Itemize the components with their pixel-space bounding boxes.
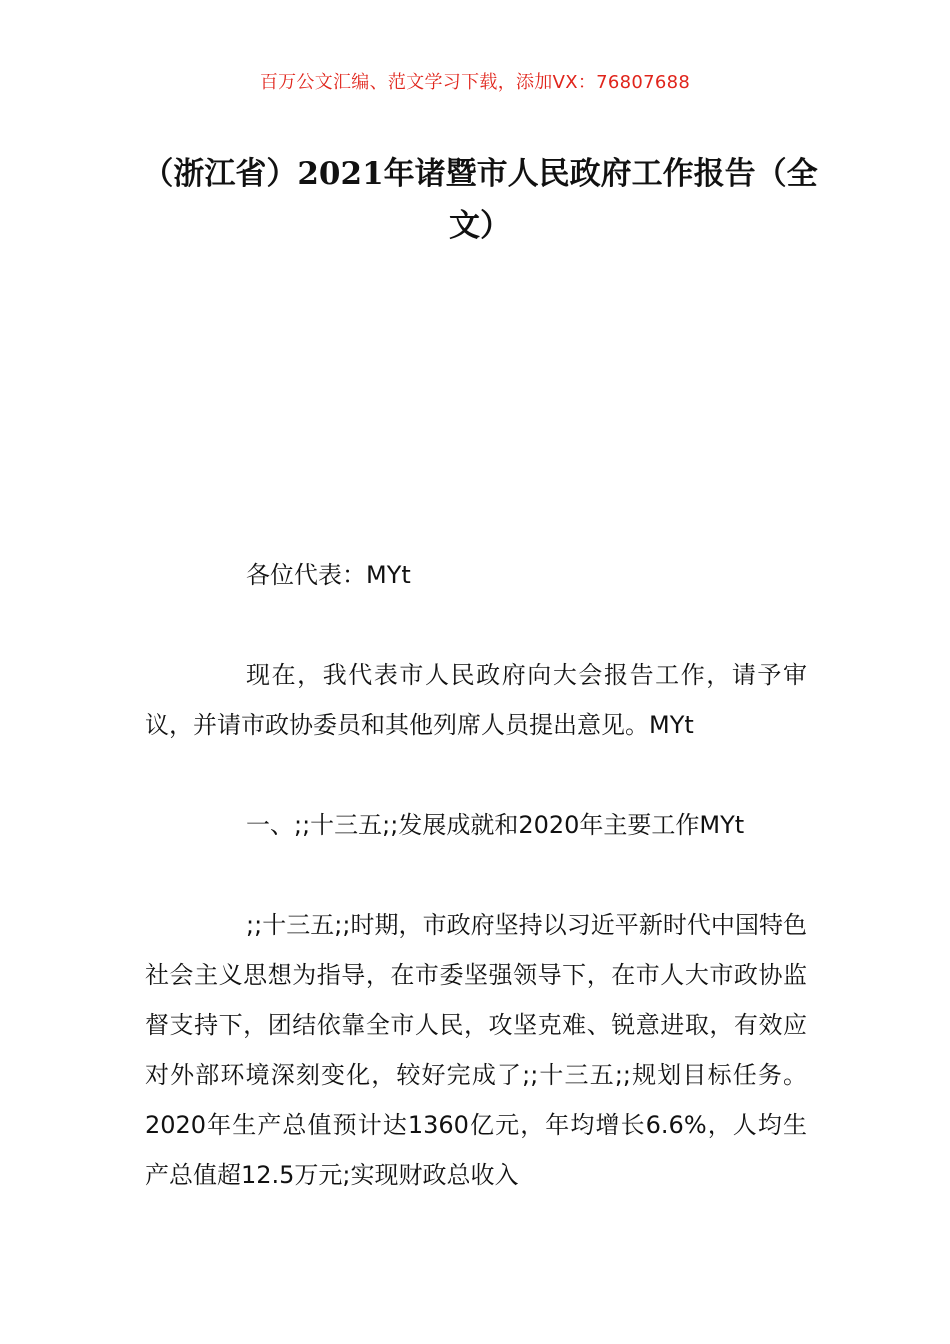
body-paragraph: ;;十三五;;时期，市政府坚持以习近平新时代中国特色社会主义思想为指导，在市委坚强领导下，在市人大市政协监督支持下，团结依靠全市人民，攻坚克难、锐意进取，有效应对外部环境深刻变化，较好完成了;;十三五;;规划目标任务。2020年生产总值预计达1360亿元，年均增长6.6%，人均生产总值超12.5万元;实现财政总收入 (145, 911, 807, 1189)
intro-paragraph: 现在，我代表市人民政府向大会报告工作，请予审议，并请市政协委员和其他列席人员提出意见。MYt (145, 661, 807, 739)
salutation-paragraph: 各位代表：MYt (246, 561, 411, 589)
document-title: （浙江省）2021年诸暨市人民政府工作报告（全文） (142, 156, 818, 244)
watermark-banner: 百万公文汇编、范文学习下载，添加VX：76807688 (259, 72, 691, 93)
section-heading: 一、;;十三五;;发展成就和2020年主要工作MYt (246, 811, 745, 839)
